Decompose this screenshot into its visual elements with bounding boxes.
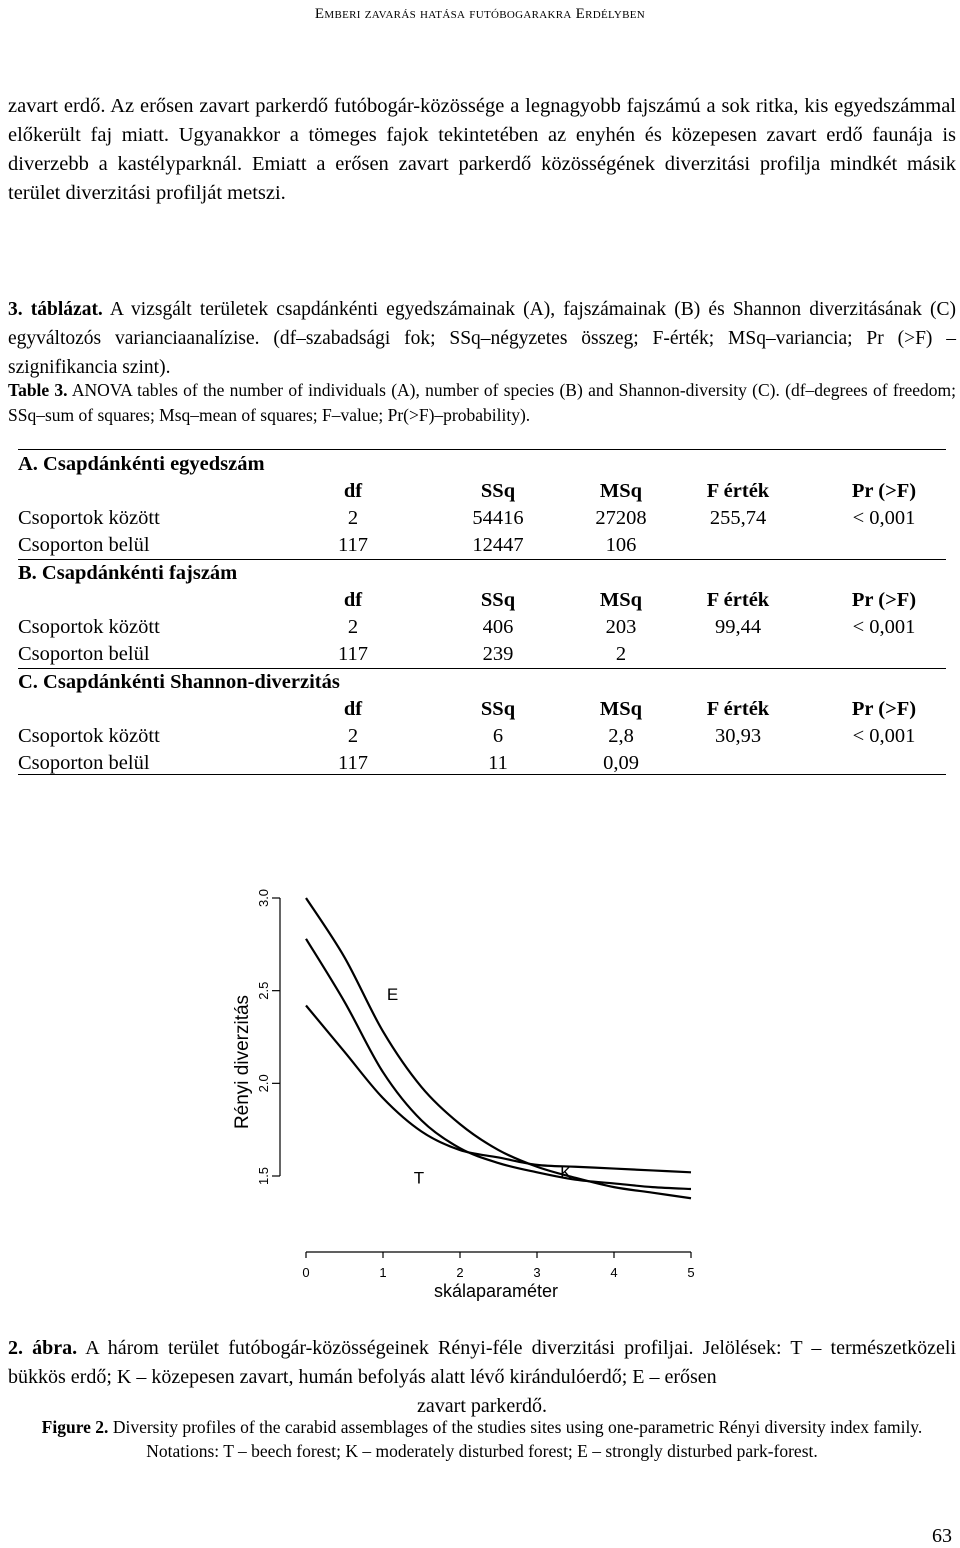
cell-ssq: 11: [488, 752, 508, 774]
section-title-text: C. Csapdánkénti Shannon-diverzitás: [18, 671, 340, 693]
row-label: Csoporton belül: [18, 643, 150, 665]
header-ssq: SSq: [480, 480, 516, 502]
figure-caption-en: [8, 1415, 956, 1463]
running-head: [0, 6, 960, 23]
series-line-e: [306, 898, 691, 1198]
table-row: [18, 723, 946, 750]
cell-df: 117: [338, 643, 368, 665]
cell-p: < 0,001: [852, 725, 916, 747]
cell-msq: 0,09: [603, 752, 639, 774]
header-row: [18, 696, 946, 723]
table-caption-en-label: Table 3.: [8, 380, 68, 400]
y-tick-label: 1.5: [256, 1166, 271, 1186]
figure-caption-hu: [8, 1334, 956, 1421]
running-head-text: Emberi zavarás hatása futóbogarakra Erdélyben: [314, 6, 646, 22]
section-title: [18, 560, 946, 587]
header-row: [18, 478, 946, 505]
cell-p: < 0,001: [852, 616, 916, 638]
table-row: [18, 750, 946, 777]
renyi-diversity-chart: [228, 812, 733, 1327]
y-tick-label: 2.0: [256, 1074, 271, 1093]
x-tick-label: 1: [379, 1265, 387, 1280]
cell-msq: 203: [605, 616, 637, 638]
cell-df: 117: [338, 534, 368, 556]
series-line-t: [306, 939, 691, 1189]
cell-df: 2: [347, 616, 359, 638]
x-axis-label: skálaparaméter: [433, 1281, 559, 1301]
cell-f: 255,74: [709, 507, 767, 529]
cell-f: 99,44: [714, 616, 762, 638]
cell-msq: 106: [605, 534, 637, 556]
page-number: 63: [932, 1525, 952, 1547]
header-f: F érték: [706, 480, 770, 502]
figure-caption-hu-last-line: zavart parkerdő.: [417, 1395, 547, 1417]
table-caption-hu-label: 3. táblázat.: [8, 299, 103, 320]
section-title: [18, 451, 946, 478]
header-msq: MSq: [599, 480, 643, 502]
row-label: Csoporton belül: [18, 534, 150, 556]
row-label: Csoportok között: [18, 507, 160, 529]
x-tick-label: 3: [533, 1265, 541, 1280]
x-tick-label: 4: [610, 1265, 618, 1280]
table-row: [18, 532, 946, 559]
cell-ssq: 406: [482, 616, 514, 638]
table-caption-en-text: ANOVA tables of the number of individuals (A), number of species (B) and Shannon-diversity (C). (df–degrees of freedom; SSq–sum of squares; Msq–mean of squares; F–value; Pr(>F)–probability).: [8, 380, 956, 425]
row-label: Csoporton belül: [18, 752, 150, 774]
header-p: Pr (>F): [851, 698, 917, 720]
cell-df: 2: [347, 725, 359, 747]
section-title: [18, 669, 946, 696]
x-tick-label: 2: [456, 1265, 464, 1280]
table-caption-hu-text: A vizsgált területek csapdánkénti egyedszámainak (A), fajszámainak (B) és Shannon diverzitásának (C) egyváltozós varianciaanalízise. (df–szabadsági fok; SSq–négyzetes összeg; F-érték; MSq–variancia; Pr (>F) –szignifikancia szint).: [8, 299, 956, 378]
header-ssq: SSq: [480, 589, 516, 611]
figure-caption-en-text: Diversity profiles of the carabid assemblages of the studies sites using one-parametric Rényi diversity index family. Notations: T – beech forest; K – moderately disturbed forest; E – strongly disturbed park-forest.: [112, 1417, 923, 1461]
table-caption-hu: [8, 295, 956, 382]
table-top-rule: [18, 449, 946, 450]
figure-caption-hu-text: A három terület futóbogár-közösségeinek Rényi-féle diverzitási profiljai. Jelölések: T – természetközeli bükkös erdő; K – közepesen zavart, humán befolyás alatt lévő kirándulóerdő; E – erősen: [8, 1337, 957, 1388]
cell-p: < 0,001: [852, 507, 916, 529]
x-tick-label: 0: [302, 1265, 310, 1280]
cell-msq: 27208: [595, 507, 647, 529]
cell-ssq: 6: [492, 725, 504, 747]
cell-df: 117: [338, 752, 368, 774]
header-f: F érték: [706, 589, 770, 611]
figure-caption-en-label: Figure 2.: [41, 1417, 109, 1437]
cell-ssq: 54416: [472, 507, 524, 529]
figure-caption-hu-label: 2. ábra.: [8, 1337, 78, 1359]
header-df: df: [343, 698, 363, 720]
cell-ssq: 239: [482, 643, 514, 665]
header-p: Pr (>F): [851, 589, 917, 611]
row-label: Csoportok között: [18, 725, 160, 747]
cell-ssq: 12447: [472, 534, 524, 556]
header-df: df: [343, 480, 363, 502]
header-msq: MSq: [599, 589, 643, 611]
cell-df: 2: [347, 507, 359, 529]
chart-svg: [228, 812, 733, 1327]
cell-msq: 2,8: [608, 725, 634, 747]
y-tick-label: 3.0: [256, 888, 271, 908]
table-row: [18, 505, 946, 532]
header-msq: MSq: [599, 698, 643, 720]
table-caption-en: [8, 378, 956, 428]
cell-msq: 2: [615, 643, 627, 665]
header-df: df: [343, 589, 363, 611]
row-label: Csoportok között: [18, 616, 160, 638]
chart-ticks: [256, 889, 695, 1280]
header-p: Pr (>F): [851, 480, 917, 502]
header-f: F érték: [706, 698, 770, 720]
y-axis-label: Rényi diverzitás: [232, 994, 253, 1130]
x-tick-label: 5: [687, 1265, 695, 1280]
y-tick-label: 2.5: [256, 981, 271, 1000]
series-label-t: T: [413, 1168, 425, 1188]
table-row: [18, 641, 946, 668]
series-label-e: E: [386, 984, 399, 1004]
table-row: [18, 614, 946, 641]
series-label-k: K: [560, 1162, 572, 1182]
header-ssq: SSq: [480, 698, 516, 720]
section-title-text: B. Csapdánkénti fajszám: [18, 562, 238, 584]
section-title-text: A. Csapdánkénti egyedszám: [18, 453, 265, 475]
header-row: [18, 587, 946, 614]
body-paragraph: zavart erdő. Az erősen zavart parkerdő futóbogár-közössége a legnagyobb fajszámú a sok ritka, kis egyedszámmal előkerült faj miatt. Ugyanakkor a tömeges fajok tekintetében az enyhén és közepesen zavart erdő faunája is diverzebb a kastélyparknál. Emiatt a erősen zavart parkerdő közösségének diverzitási profilja mindkét másik terület diverzitási profilját metszi.: [8, 95, 956, 204]
table-bottom-rule: [18, 774, 946, 775]
series-line-k: [306, 1005, 691, 1172]
cell-f: 30,93: [714, 725, 762, 747]
chart-lines: [306, 898, 691, 1198]
